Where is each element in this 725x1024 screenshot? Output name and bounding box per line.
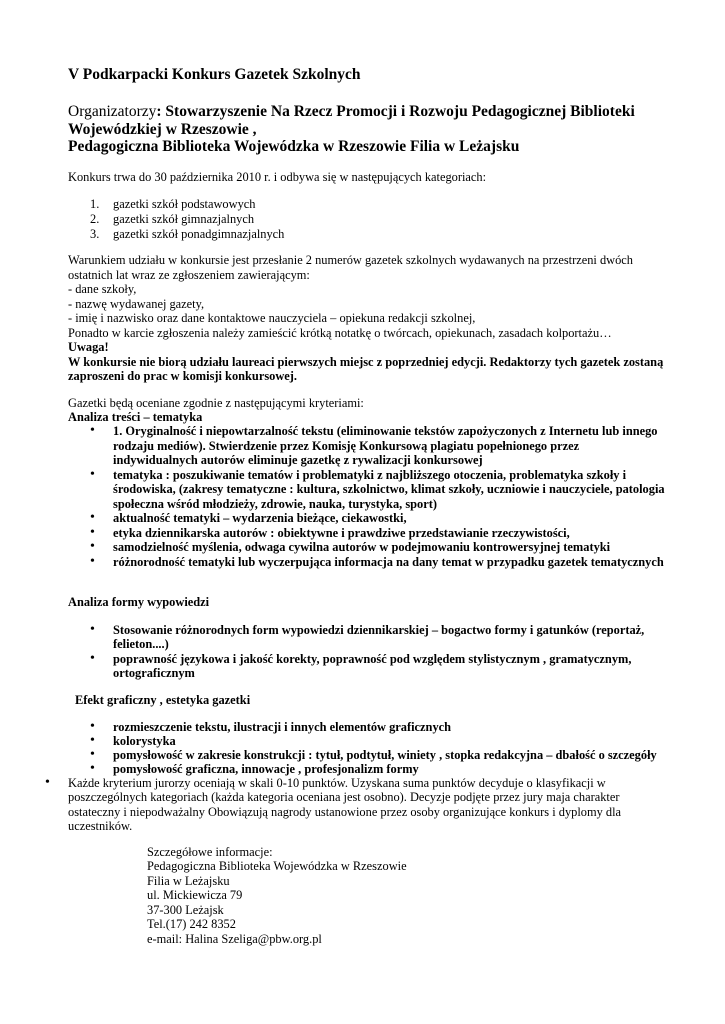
category-item: gazetki szkół gimnazjalnych xyxy=(113,212,255,226)
bullet-icon: • xyxy=(90,423,95,438)
criterion-line: kolorystyka xyxy=(113,734,176,748)
criterion-line: etyka dziennikarska autorów : obiektywne i prawdziwe przedstawianie rzeczywistości, xyxy=(113,526,570,540)
bullet-icon: • xyxy=(90,554,95,569)
final-note-line: uczestników. xyxy=(68,819,133,833)
organizers-line-2: Wojewódzkiej w Rzeszowie , xyxy=(68,120,257,138)
contact-street: ul. Mickiewicza 79 xyxy=(147,888,243,902)
warning-line-1: W konkursie nie biorą udziału laureaci pierwszych miejsc z poprzedniej edycji. Redaktorzy tych gazetek zostaną xyxy=(68,355,664,369)
criterion-line: aktualność tematyki – wydarzenia bieżące, ciekawostki, xyxy=(113,511,407,525)
bullet-icon: • xyxy=(90,525,95,540)
final-note-line: poszczególnych kategoriach (każda kategoria oceniana jest osobno). Decyzje podjęte przez jury maja charakter xyxy=(68,790,620,804)
section-heading-form: Analiza formy wypowiedzi xyxy=(68,595,210,609)
final-note-line: ostateczny i niepodważalny Obowiązują nagrody ustanowione przez osoby organizujące konkurs i dyplomy dla xyxy=(68,805,622,819)
organizers-label: Organizatorzy xyxy=(68,103,157,120)
bullet-icon: • xyxy=(45,775,50,790)
criterion-line: rozmieszczenie tekstu, ilustracji i innych elementów graficznych xyxy=(113,720,452,734)
section-heading-graphics: Efekt graficzny , estetyka gazetki xyxy=(75,693,251,707)
bullet-icon: • xyxy=(90,467,95,482)
bullet-icon: • xyxy=(90,761,95,776)
final-note-line: Każde kryterium jurorzy oceniają w skali 0-10 punktów. Uzyskana suma punktów decyduje o klasyfikacji w xyxy=(68,776,606,790)
bullet-icon: • xyxy=(90,539,95,554)
criterion-line: indywidualnych autorów eliminuje gazetkę z rywalizacji konkursowej xyxy=(113,453,483,467)
criterion-line: poprawność językowa i jakość korekty, poprawność pod względem stylistycznym , gramatycznym, xyxy=(113,652,632,666)
category-item: gazetki szkół ponadgimnazjalnych xyxy=(113,227,285,241)
criterion-line: pomysłowość w zakresie konstrukcji : tytuł, podtytuł, winiety , stopka redakcyjna – dbałość o szczegóły xyxy=(113,748,657,762)
conditions-item: - nazwę wydawanej gazety, xyxy=(68,297,205,311)
contact-heading: Szczegółowe informacje: xyxy=(147,845,273,859)
category-number: 2. xyxy=(90,212,100,226)
criterion-line: ortograficznym xyxy=(113,666,195,680)
warning-line-2: zaproszeni do prac w komisji konkursowej. xyxy=(68,369,298,383)
conditions-note: Ponadto w karcie zgłoszenia należy zamieścić krótką notatkę o twórcach, opiekunach, zasadach kolportażu… xyxy=(68,326,612,340)
criterion-line: tematyka : poszukiwanie tematów i problematyki z najbliższego otoczenia, problematyka szkoły i xyxy=(113,468,627,482)
criterion-line: samodzielność myślenia, odwaga cywilna autorów w podejmowaniu kontrowersyjnej tematyki xyxy=(113,540,611,554)
bullet-icon: • xyxy=(90,622,95,637)
contact-city: 37-300 Leżajsk xyxy=(147,903,224,917)
section-heading-content: Analiza treści – tematyka xyxy=(68,410,203,424)
bullet-icon: • xyxy=(90,747,95,762)
conditions-item: - dane szkoły, xyxy=(68,282,137,296)
contact-phone: Tel.(17) 242 8352 xyxy=(147,917,236,931)
criterion-line: pomysłowość graficzna, innowacje , profesjonalizm formy xyxy=(113,762,419,776)
category-number: 3. xyxy=(90,227,100,241)
category-item: gazetki szkół podstawowych xyxy=(113,197,256,211)
bullet-icon: • xyxy=(90,510,95,525)
criteria-intro: Gazetki będą oceniane zgodnie z następującymi kryteriami: xyxy=(68,396,364,410)
category-number: 1. xyxy=(90,197,100,211)
document-title: V Podkarpacki Konkurs Gazetek Szkolnych xyxy=(68,66,361,83)
warning-label: Uwaga! xyxy=(68,340,109,354)
conditions-line-1: Warunkiem udziału w konkursie jest przesłanie 2 numerów gazetek szkolnych wydawanych na przestrzeni dwóch xyxy=(68,253,633,267)
organizers-line-3: Pedagogiczna Biblioteka Wojewódzka w Rzeszowie Filia w Leżajsku xyxy=(68,138,520,155)
bullet-icon: • xyxy=(90,651,95,666)
criterion-line: społeczna wśród młodzieży, zdrowie, nauka, turystyka, sport) xyxy=(113,497,437,511)
organizers-block xyxy=(68,103,688,156)
bullet-icon: • xyxy=(90,719,95,734)
criterion-line: rodzaju mediów). Stwierdzenie przez Komisję Konkursową plagiatu popełnionego przez xyxy=(113,439,580,453)
criterion-line: środowiska, (zakresy tematyczne : kultura, szkolnictwo, klimat szkoły, uczniowie i nauczyciele, patologia xyxy=(113,482,665,496)
bullet-icon: • xyxy=(90,733,95,748)
criterion-line: 1. Oryginalność i niepowtarzalność tekstu (eliminowanie tekstów zapożyczonych z Internetu lub innego xyxy=(113,424,658,438)
criterion-line: felieton....) xyxy=(113,637,169,651)
conditions-line-2: ostatnich lat wraz ze zgłoszeniem zawierającym: xyxy=(68,268,310,282)
criterion-line: różnorodność tematyki lub wyczerpująca informacja na dany temat w przypadku gazetek tematycznych xyxy=(113,555,664,569)
contact-branch: Filia w Leżajsku xyxy=(147,874,230,888)
contact-email[interactable]: e-mail: Halina Szeliga@pbw.org.pl xyxy=(147,932,322,946)
organizers-line-1: : Stowarzyszenie Na Rzecz Promocji i Rozwoju Pedagogicznej Biblioteki xyxy=(156,103,635,120)
criterion-line: Stosowanie różnorodnych form wypowiedzi dziennikarskiej – bogactwo formy i gatunków (reportaż, xyxy=(113,623,645,637)
conditions-item: - imię i nazwisko oraz dane kontaktowe nauczyciela – opiekuna redakcji szkolnej, xyxy=(68,311,476,325)
intro-text: Konkurs trwa do 30 października 2010 r. i odbywa się w następujących kategoriach: xyxy=(68,170,487,184)
contact-org: Pedagogiczna Biblioteka Wojewódzka w Rzeszowie xyxy=(147,859,407,873)
